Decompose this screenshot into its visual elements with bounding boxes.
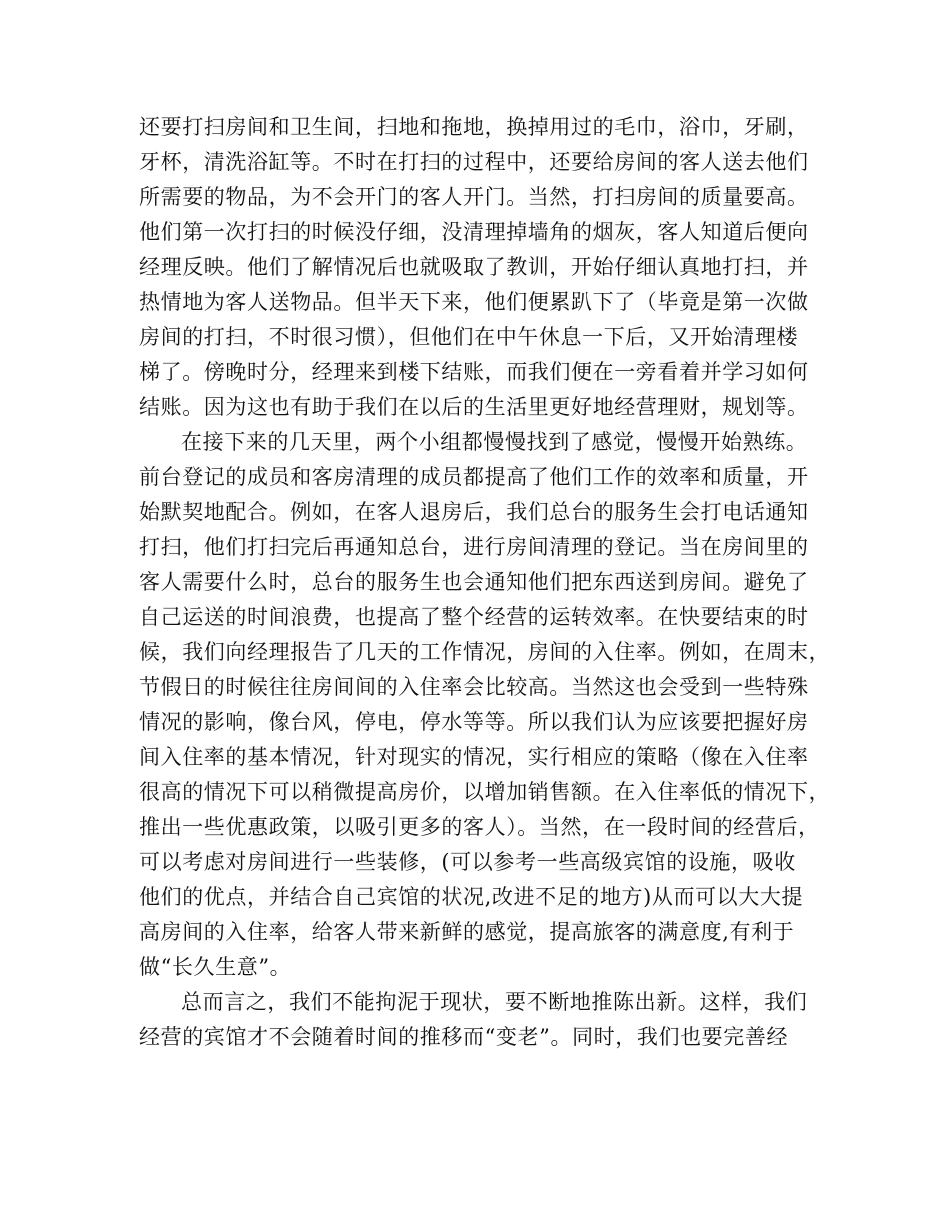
text-line: 情况的影响，像台风，停电，停水等等。所以我们认为应该要把握好房	[139, 710, 809, 734]
text-line: 在接下来的几天里，两个小组都慢慢找到了感觉，慢慢开始熟练。	[181, 430, 808, 454]
text-line: 经理反映。他们了解情况后也就吸取了教训，开始仔细认真地打扫，并	[139, 255, 809, 279]
text-line: 高房间的入住率，给客人带来新鲜的感觉，提高旅客的满意度,有利于	[139, 920, 795, 944]
text-line: 房间的打扫，不时很习惯），但他们在中午休息一下后，又开始清理楼	[139, 325, 799, 349]
text-line: 结账。因为这也有助于我们在以后的生活里更好地经营理财，规划等。	[139, 395, 809, 419]
text-line: 所需要的物品，为不会开门的客人开门。当然，打扫房间的质量要高。	[139, 185, 809, 209]
text-line: 牙杯，清洗浴缸等。不时在打扫的过程中，还要给房间的客人送去他们	[139, 150, 809, 174]
text-line: 客人需要什么时，总台的服务生也会通知他们把东西送到房间。避免了	[139, 570, 809, 594]
text-line: 很高的情况下可以稍微提高房价，以增加销售额。在入住率低的情况下，	[139, 780, 831, 804]
text-line: 梯了。傍晚时分，经理来到楼下结账，而我们便在一旁看着并学习如何	[139, 360, 809, 384]
text-line: 可以考虑对房间进行一些装修，(可以参考一些高级宾馆的设施，吸收	[139, 850, 796, 874]
text-line: 候，我们向经理报告了几天的工作情况，房间的入住率。例如，在周末，	[139, 640, 831, 664]
text-line: 他们的优点，并结合自己宾馆的状况,改进不足的地方)从而可以大大提	[139, 885, 804, 909]
text-line: 热情地为客人送物品。但半天下来，他们便累趴下了（毕竟是第一次做	[139, 290, 809, 314]
text-line: 还要打扫房间和卫生间，扫地和拖地，换掉用过的毛巾，浴巾，牙刷，	[139, 115, 809, 139]
paragraph-3	[139, 985, 815, 1055]
document-body	[139, 110, 831, 1055]
text-line: 始默契地配合。例如，在客人退房后，我们总台的服务生会打电话通知	[139, 500, 809, 524]
text-line: 前台登记的成员和客房清理的成员都提高了他们工作的效率和质量，开	[139, 465, 809, 489]
text-line: 总而言之，我们不能拘泥于现状，要不断地推陈出新。这样，我们	[181, 990, 808, 1014]
paragraph-2	[139, 425, 831, 985]
text-line: 推出一些优惠政策，以吸引更多的客人）。当然，在一段时间的经营后，	[139, 815, 820, 839]
text-line: 节假日的时候往往房间间的入住率会比较高。当然这也会受到一些特殊	[139, 675, 809, 699]
text-line: 间入住率的基本情况，针对现实的情况，实行相应的策略（像在入住率	[139, 745, 809, 769]
text-line: 自己运送的时间浪费，也提高了整个经营的运转效率。在快要结束的时	[139, 605, 809, 629]
paragraph-1	[139, 110, 815, 425]
text-line: 他们第一次打扫的时候没仔细，没清理掉墙角的烟灰，客人知道后便向	[139, 220, 809, 244]
text-line: 经营的宾馆才不会随着时间的推移而“变老”。同时，我们也要完善经	[139, 1025, 789, 1049]
text-line: 做“长久生意”。	[139, 955, 292, 979]
text-line: 打扫，他们打扫完后再通知总台，进行房间清理的登记。当在房间里的	[139, 535, 809, 559]
